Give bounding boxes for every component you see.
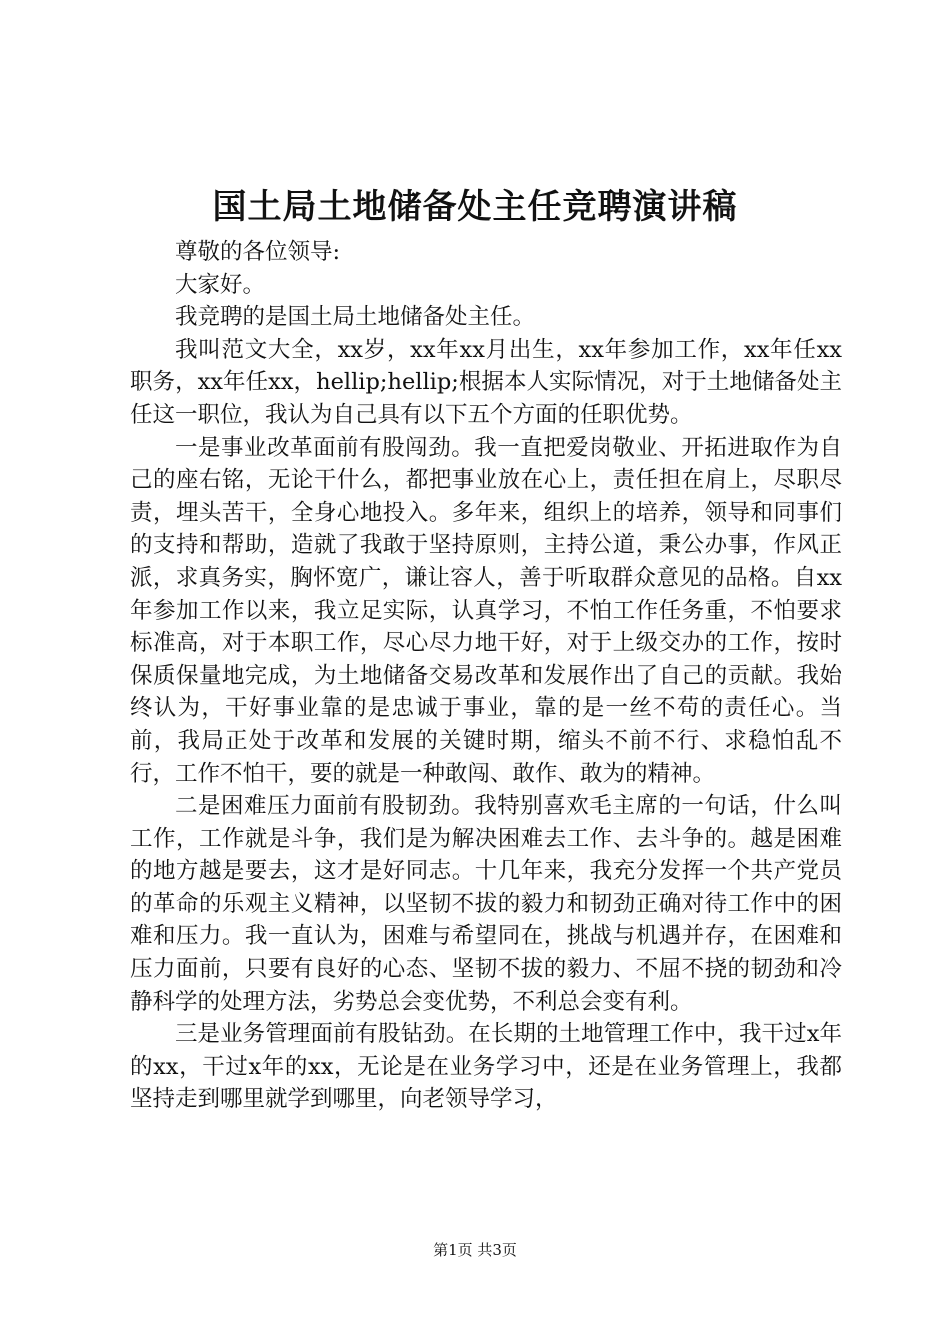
document-title: 国土局土地储备处主任竞聘演讲稿 (212, 187, 738, 227)
paragraph-position: 我竞聘的是国土局土地储备处主任。 (175, 304, 536, 331)
paragraph-advantage-2: 二是困难压力面前有股韧劲。我特别喜欢毛主席的一句话，什么叫工作，工作就是斗争，我们是为解决困难去工作、去斗争的。越是困难的地方越是要去，这才是好同志。十几年来，我充分发挥一个共产党员的革命的乐观主义精神，以坚韧不拔的毅力和韧劲正确对待工作中的困难和压力。我一直认为，困难与希望同在，挑战与机遇并存，在困难和压力面前，只要有良好的心态、坚韧不拔的毅力、不屈不挠的韧劲和冷静科学的处理方法，劣势总会变优势，不利总会变有利。 (130, 793, 842, 1015)
paragraph-advantage-3: 三是业务管理面前有股钻劲。在长期的土地管理工作中，我干过x年的xx，干过x年的xx，无论是在业务学习中，还是在业务管理上，我都坚持走到哪里就学到哪里，向老领导学习， (130, 1021, 842, 1113)
paragraph-advantage-1: 一是事业改革面前有股闯劲。我一直把爱岗敬业、开拓进取作为自己的座右铭，无论干什么，都把事业放在心上，责任担在肩上，尽职尽责，埋头苦干，全身心地投入。多年来，组织上的培养，领导和同事们的支持和帮助，造就了我敢于坚持原则，主持公道，秉公办事，作风正派，求真务实，胸怀宽广，谦让容人，善于听取群众意见的品格。自xx年参加工作以来，我立足实际，认真学习，不怕工作任务重，不怕要求标准高，对于本职工作，尽心尽力地干好，对于上级交办的工作，按时保质保量地完成，为土地储备交易改革和发展作出了自己的贡献。我始终认为，干好事业靠的是忠诚于事业，靠的是一丝不苟的责任心。当前，我局正处于改革和发展的关键时期，缩头不前不行、求稳怕乱不行，工作不怕干，要的就是一种敢闯、敢作、敢为的精神。 (130, 434, 842, 787)
paragraph-introduction: 我叫范文大全，xx岁，xx年xx月出生，xx年参加工作，xx年任xx职务，xx年任xx，hellip;hellip;根据本人实际情况，对于土地储备处主任这一职位，我认为自己具有以下五个方面的任职优势。 (130, 336, 842, 428)
page-number-footer: 第1页 共3页 (433, 1241, 517, 1259)
greeting: 大家好。 (175, 271, 266, 298)
document-body (130, 236, 842, 1116)
salutation: 尊敬的各位领导: (175, 239, 341, 265)
